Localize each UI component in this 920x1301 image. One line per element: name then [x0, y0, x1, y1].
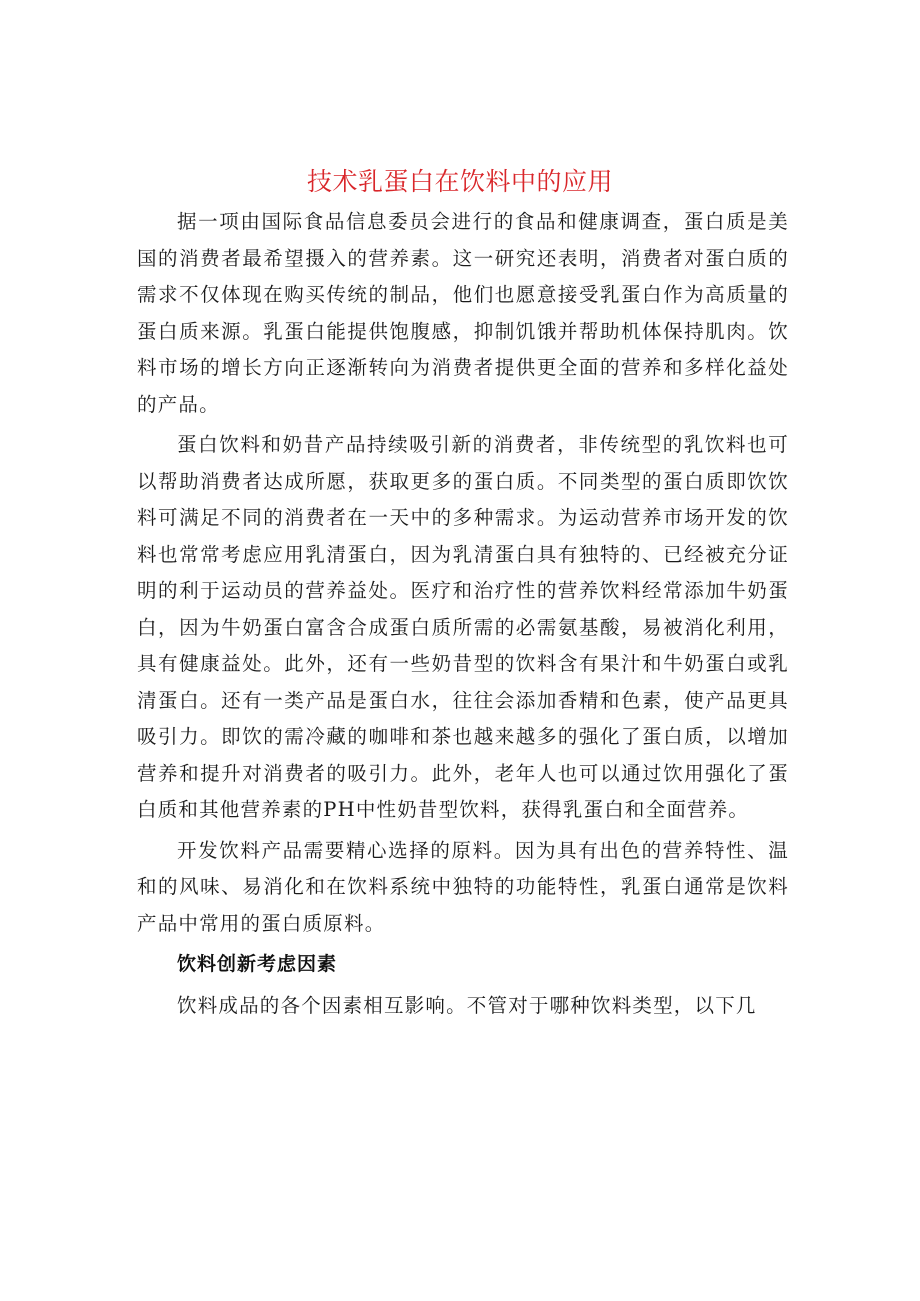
paragraph-4: 饮料成品的各个因素相互影响。不管对于哪种饮料类型，以下几	[177, 994, 757, 1017]
paragraph-1: 据一项由国际食品信息委员会进行的食品和健康调查，蛋白质是美国的消费者最希望摄入的营养素。这一研究还表明，消费者对蛋白质的需求不仅体现在购买传统的制品，他们也愿意接受乳蛋白作为高质量的蛋白质来源。乳蛋白能提供饱腹感，抑制饥饿并帮助机体保持肌肉。饮料市场的增长方向正逐渐转向为消费者提供更全面的营养和多样化益处的产品。	[137, 210, 789, 416]
document-body	[137, 204, 789, 1029]
document-title: 技术乳蛋白在饮料中的应用	[306, 167, 613, 196]
paragraph-2: 蛋白饮料和奶昔产品持续吸引新的消费者，非传统型的乳饮料也可以帮助消费者达成所愿，获取更多的蛋白质。不同类型的蛋白质即饮饮料可满足不同的消费者在一天中的多种需求。为运动营养市场开发的饮料也常常考虑应用乳清蛋白，因为乳清蛋白具有独特的、已经被充分证明的利于运动员的营养益处。医疗和治疗性的营养饮料经常添加牛奶蛋白，因为牛奶蛋白富含合成蛋白质所需的必需氨基酸，易被消化利用，具有健康益处。此外，还有一些奶昔型的饮料含有果汁和牛奶蛋白或乳清蛋白。还有一类产品是蛋白水，往往会添加香精和色素，使产品更具吸引力。即饮的需冷藏的咖啡和茶也越来越多的强化了蛋白质，以增加营养和提升对消费者的吸引力。此外，老年人也可以通过饮用强化了蛋白质和其他营养素的PH中性奶昔型饮料，获得乳蛋白和全面营养。	[137, 433, 789, 821]
paragraph-3: 开发饮料产品需要精心选择的原料。因为具有出色的营养特性、温和的风味、易消化和在饮料系统中独特的功能特性，乳蛋白通常是饮料产品中常用的蛋白质原料。	[137, 838, 789, 935]
section-heading: 饮料创新考虑因素	[177, 953, 338, 975]
